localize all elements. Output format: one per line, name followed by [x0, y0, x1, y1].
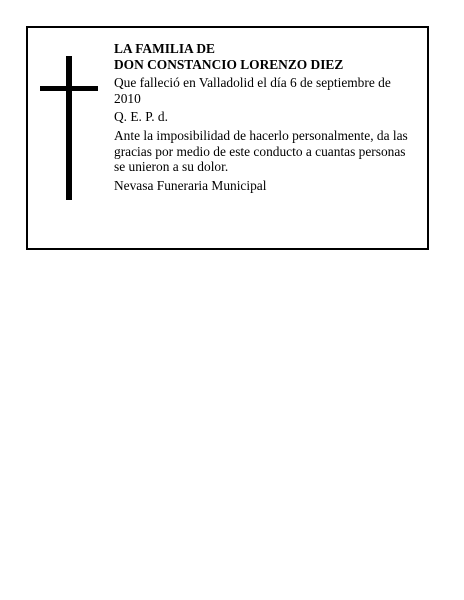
family-line: LA FAMILIA DE	[114, 41, 215, 56]
funeral-home: Nevasa Funeraria Municipal	[114, 177, 267, 193]
notice-text	[114, 41, 416, 196]
cross-icon	[40, 56, 98, 200]
cross-horizontal-bar	[40, 86, 98, 91]
notice-heading	[114, 41, 416, 72]
cross-vertical-bar	[66, 56, 72, 200]
deceased-name: DON CONSTANCIO LORENZO DIEZ	[114, 56, 344, 72]
death-statement: Que falleció en Valladolid el día 6 de septiembre de 2010	[114, 75, 391, 106]
obituary-notice	[26, 26, 429, 250]
rip-abbreviation: Q. E. P. d.	[114, 109, 168, 125]
gratitude-message: Ante la imposibilidad de hacerlo personalmente, da las gracias por medio de este conducto a cuantas personas se unieron a su dolor.	[114, 127, 408, 175]
